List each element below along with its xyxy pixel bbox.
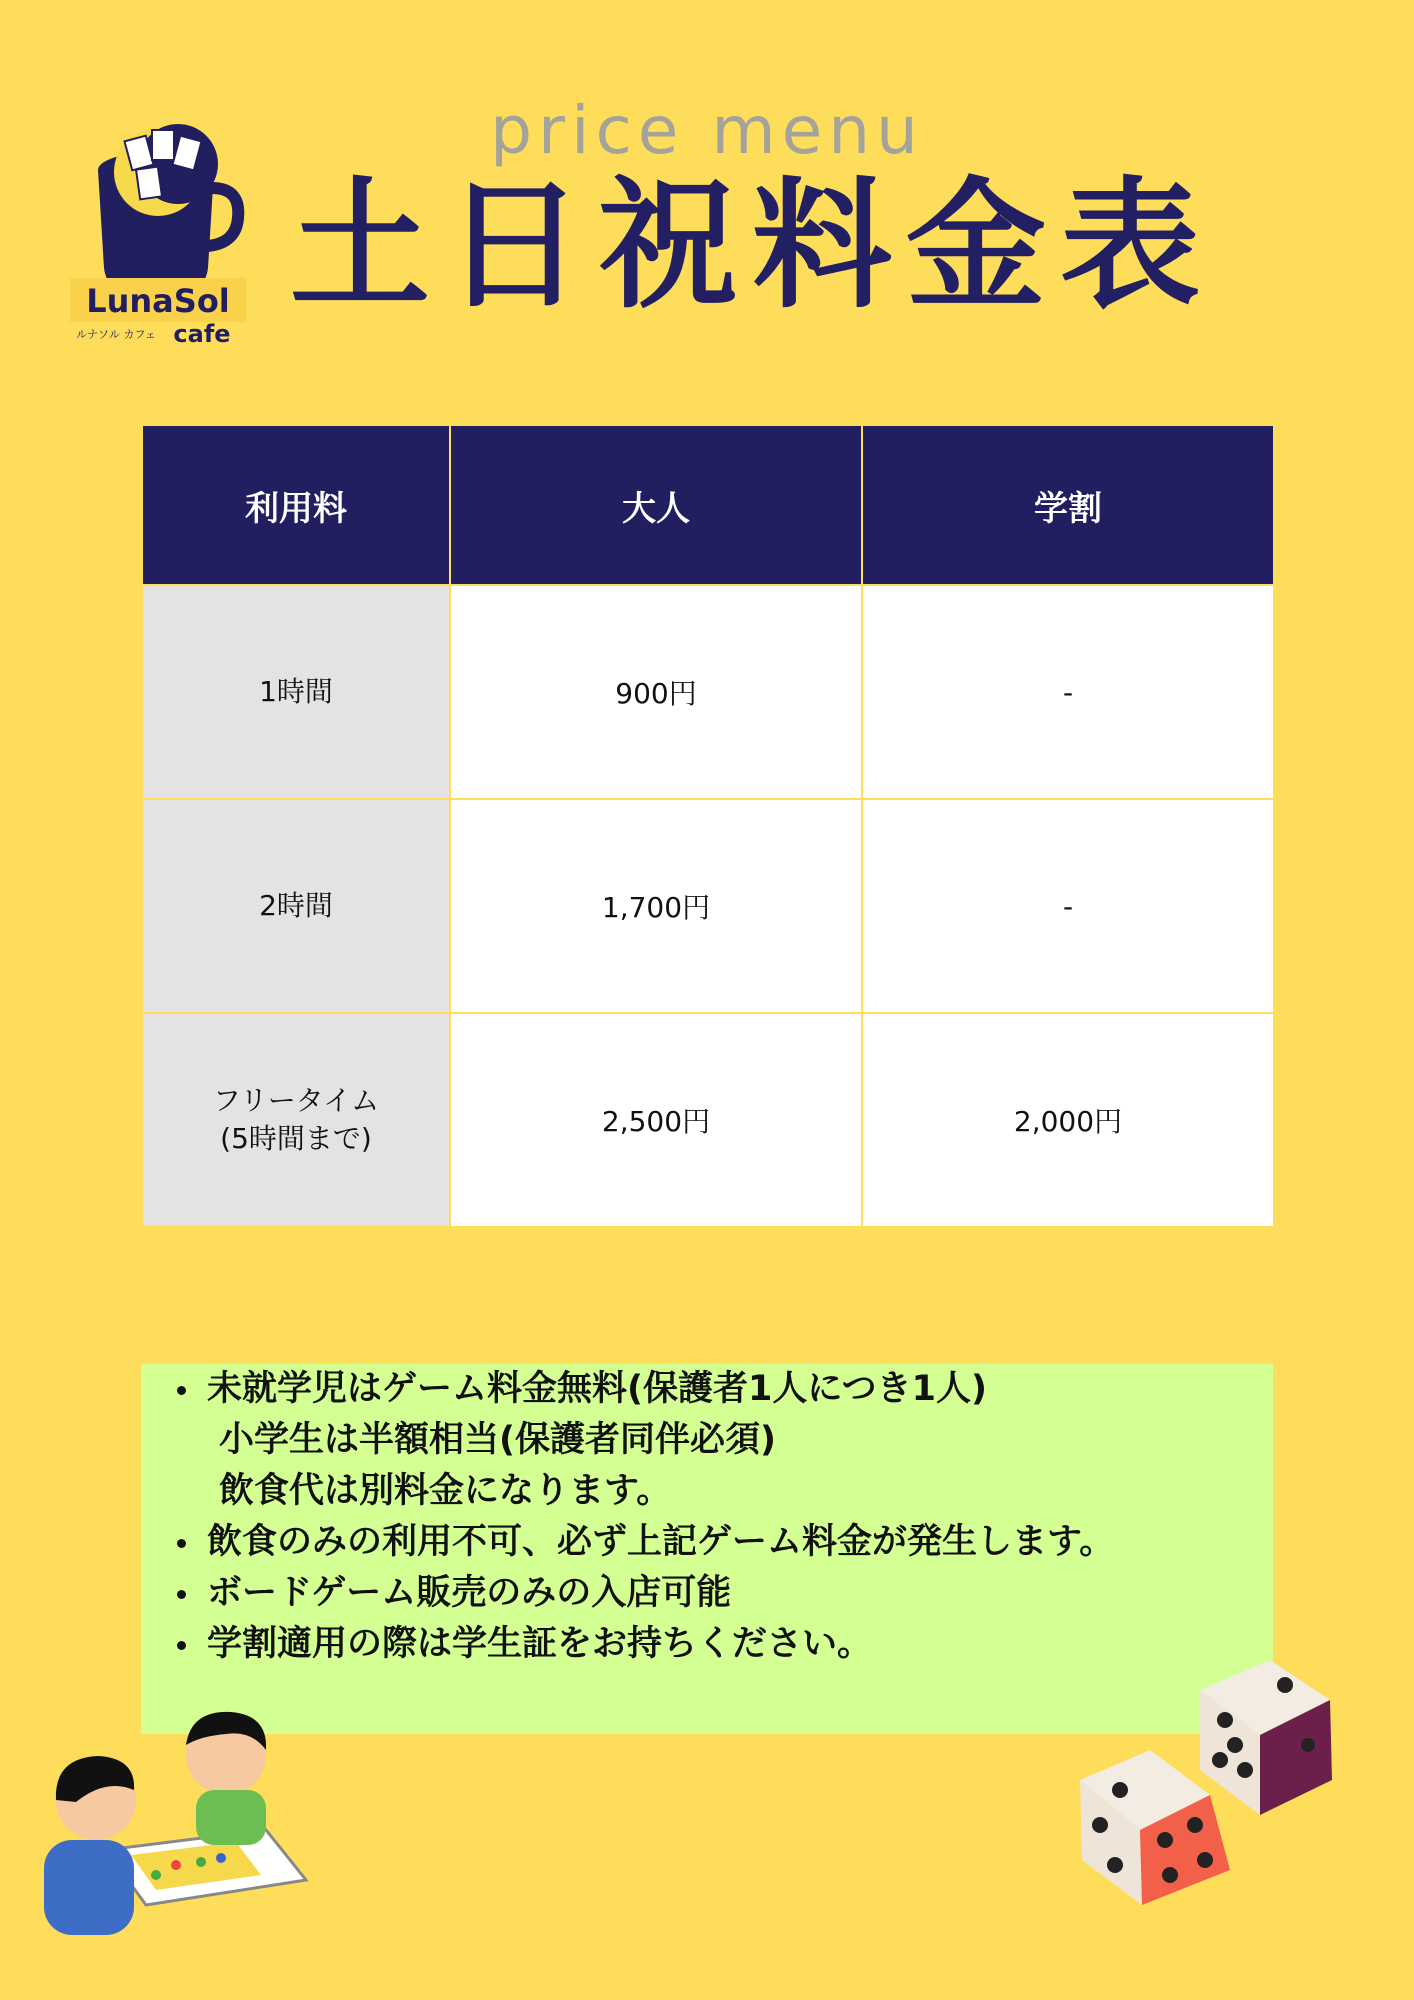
row-label-line2: (5時間まで) (220, 1122, 372, 1155)
list-item: ボードゲーム販売のみの入店可能 (207, 1568, 1273, 1619)
note-line: 飲食代は別料金になります。 (219, 1471, 672, 1511)
page-title: 土日祝料金表 (290, 165, 1215, 328)
logo-brand-text: LunaSol (86, 282, 230, 320)
adult-price: 2,500円 (450, 1013, 862, 1227)
row-label-line1: フリータイム (212, 1084, 380, 1118)
adult-price: 900円 (450, 585, 862, 799)
header-usage-fee: 利用料 (142, 425, 450, 585)
row-label: 2時間 (142, 799, 450, 1013)
adult-price: 1,700円 (450, 799, 862, 1013)
student-price: 2,000円 (862, 1013, 1274, 1227)
list-item (207, 1364, 1273, 1517)
student-price: - (862, 799, 1274, 1013)
logo-cafe-text: cafe (173, 320, 231, 348)
table-row (142, 585, 1274, 799)
price-table (141, 424, 1275, 1228)
dice-illustration (1060, 1650, 1350, 1920)
children-playing-board-game-illustration (36, 1690, 316, 1950)
table-row (142, 1013, 1274, 1227)
student-price: - (862, 585, 1274, 799)
row-label (142, 1013, 450, 1227)
header-adult: 大人 (450, 425, 862, 585)
note-line: 小学生は半額相当(保護者同伴必須) (219, 1420, 776, 1460)
table-header-row (142, 425, 1274, 585)
row-label: 1時間 (142, 585, 450, 799)
header-student: 学割 (862, 425, 1274, 585)
notes-list (141, 1364, 1273, 1670)
logo-kana-text: ルナソル カフェ (76, 328, 156, 341)
note-line: 未就学児はゲーム料金無料(保護者1人につき1人) (207, 1369, 988, 1409)
list-item: 飲食のみの利用不可、必ず上記ゲーム料金が発生します。 (207, 1517, 1273, 1568)
page-subtitle: price menu (490, 92, 924, 169)
list-item: 学割適用の際は学生証をお持ちください。 (207, 1619, 1273, 1670)
lunasol-cafe-logo (66, 108, 256, 348)
table-row (142, 799, 1274, 1013)
